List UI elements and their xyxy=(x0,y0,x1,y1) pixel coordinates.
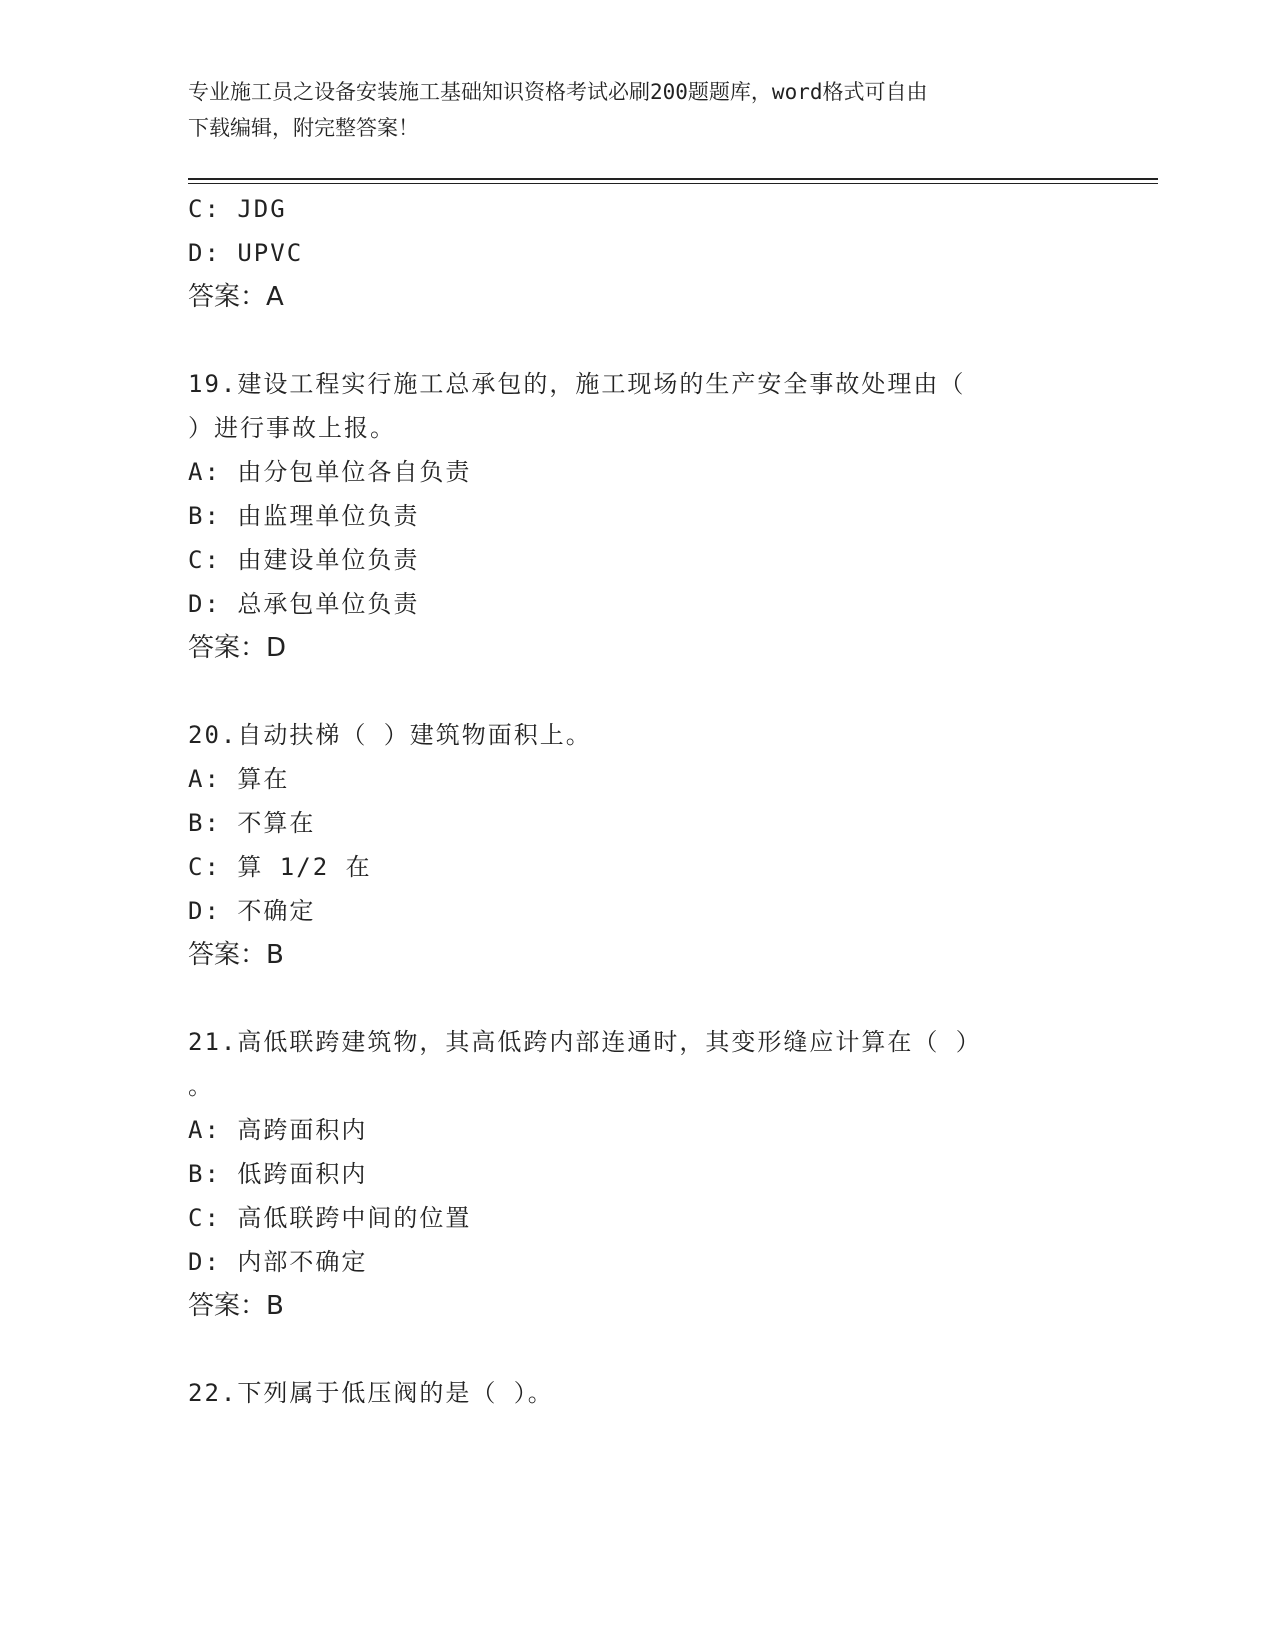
q21-option-b: B: 低跨面积内 xyxy=(188,1160,368,1188)
q20-answer: 答案：B xyxy=(188,940,284,970)
q20-option-d: D: 不确定 xyxy=(188,897,316,925)
q20-option-b: B: 不算在 xyxy=(188,809,316,837)
header-divider-thin xyxy=(188,183,1158,184)
question-19-line-2: ）进行事故上报。 xyxy=(188,414,396,442)
q21-option-c: C: 高低联跨中间的位置 xyxy=(188,1204,472,1232)
question-21-line-2: 。 xyxy=(188,1072,214,1100)
option-d: D: UPVC xyxy=(188,239,304,267)
question-19-line-1: 19.建设工程实行施工总承包的，施工现场的生产安全事故处理由（ xyxy=(188,370,966,398)
answer-label: 答案：A xyxy=(188,282,284,312)
q21-option-a: A: 高跨面积内 xyxy=(188,1116,368,1144)
q19-answer: 答案：D xyxy=(188,633,287,663)
header-line-1: 专业施工员之设备安装施工基础知识资格考试必刷200题题库，word格式可自由 xyxy=(188,80,928,104)
option-c: C: JDG xyxy=(188,195,287,223)
question-22-line-1: 22.下列属于低压阀的是（ ）。 xyxy=(188,1379,554,1407)
document-header xyxy=(188,74,1088,146)
q19-option-b: B: 由监理单位负责 xyxy=(188,502,420,530)
header-divider-thick xyxy=(188,178,1158,180)
q21-option-d: D: 内部不确定 xyxy=(188,1248,368,1276)
q19-option-c: C: 由建设单位负责 xyxy=(188,546,420,574)
q20-option-c: C: 算 1/2 在 xyxy=(188,853,372,881)
q20-option-a: A: 算在 xyxy=(188,765,290,793)
header-line-2: 下载编辑，附完整答案！ xyxy=(188,116,419,140)
question-20-line-1: 20.自动扶梯（ ）建筑物面积上。 xyxy=(188,721,592,749)
q19-option-a: A: 由分包单位各自负责 xyxy=(188,458,472,486)
question-21-line-1: 21.高低联跨建筑物，其高低跨内部连通时，其变形缝应计算在（ ） xyxy=(188,1028,982,1056)
q21-answer: 答案：B xyxy=(188,1291,284,1321)
q19-option-d: D: 总承包单位负责 xyxy=(188,590,420,618)
